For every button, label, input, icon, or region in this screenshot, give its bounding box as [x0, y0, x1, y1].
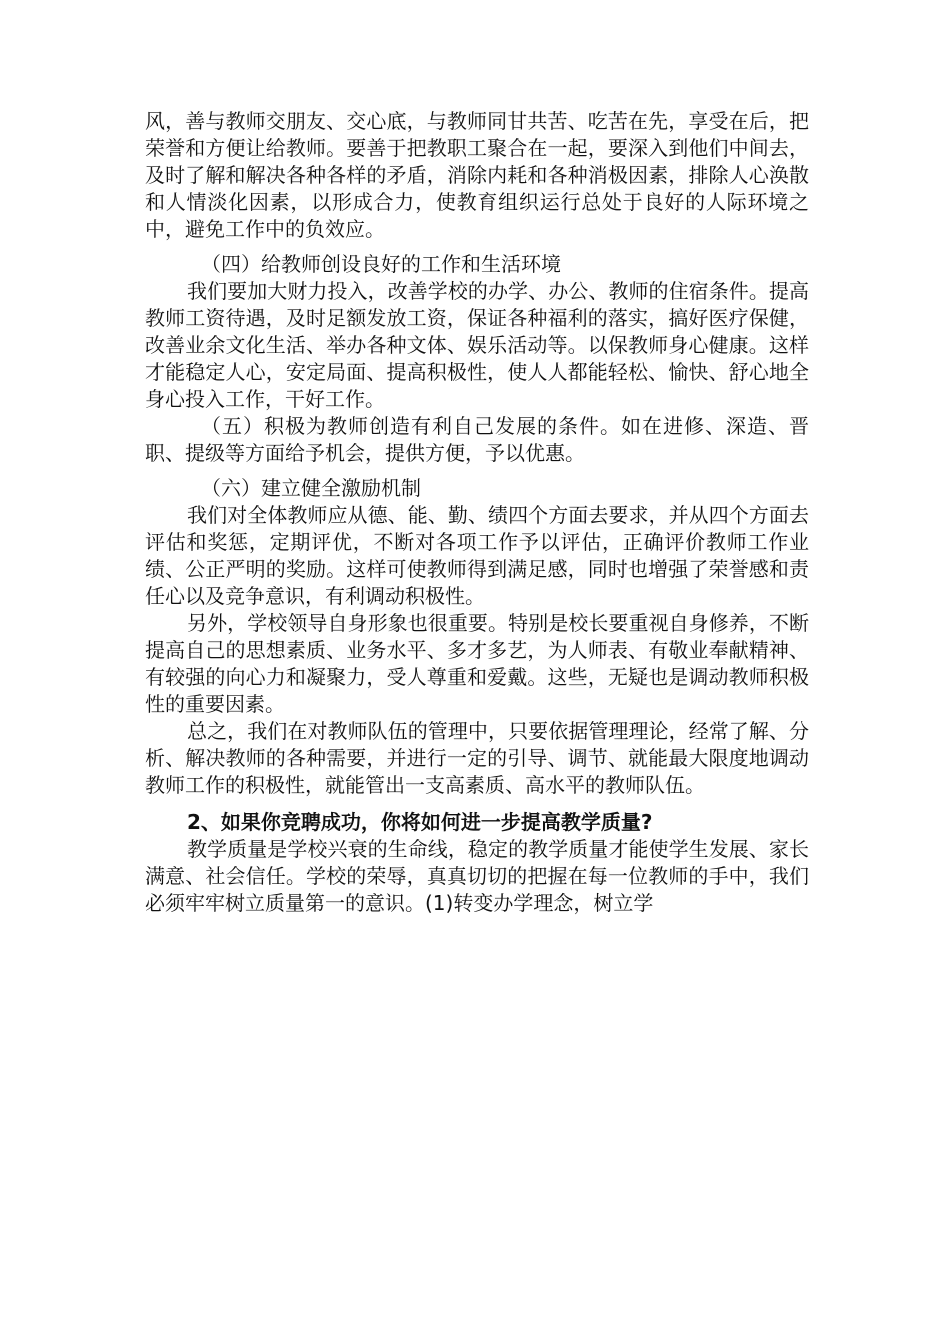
section-heading-five: （五）积极为教师创造有利自己发展的条件。如在进修、深造、晋职、提级等方面给予机会，提供方便，予以优惠。: [145, 414, 809, 465]
paragraph-continuation: 风，善与教师交朋友、交心底，与教师同甘共苦、吃苦在先，享受在后，把荣誉和方便让给教师。要善于把教职工聚合在一起，要深入到他们中间去，及时了解和解决各种各样的矛盾，消除内耗和各种消极因素，排除人心涣散和人情淡化因素，以形成合力，使教育组织运行总处于良好的人际环境之中，避免工作中的负效应。: [145, 109, 809, 241]
section-heading-six: （六）建立健全激励机制: [201, 476, 421, 500]
paragraph-teaching-quality: 教学质量是学校兴衰的生命线，稳定的教学质量才能使学生发展、家长满意、社会信任。学校的荣辱，真真切切的把握在每一位教师的手中，我们必须牢牢树立质量第一的意识。(1)转变办学理念，树立学: [145, 837, 809, 915]
paragraph-environment: 我们要加大财力投入，改善学校的办学、办公、教师的住宿条件。提高教师工资待遇，及时足额发放工资，保证各种福利的落实，搞好医疗保健，改善业余文化生活、举办各种文体、娱乐活动等。以保教师身心健康。这样才能稳定人心，安定局面、提高积极性，使人人都能轻松、愉快、舒心地全身心投入工作，干好工作。: [145, 279, 809, 411]
section-heading-four: （四）给教师创设良好的工作和生活环境: [201, 252, 561, 276]
question-heading: 2、如果你竞聘成功，你将如何进一步提高教学质量?: [187, 810, 653, 834]
paragraph-summary: 总之，我们在对教师队伍的管理中，只要依据管理理论，经常了解、分析、解决教师的各种需要，并进行一定的引导、调节、就能最大限度地调动教师工作的积极性，就能管出一支高素质、高水平的教师队伍。: [145, 719, 809, 797]
paragraph-leadership: 另外，学校领导自身形象也很重要。特别是校长要重视自身修养，不断提高自己的思想素质、业务水平、多才多艺，为人师表、有敬业奉献精神、有较强的向心力和凝聚力，受人尊重和爱戴。这些，无疑也是调动教师积极性的重要因素。: [145, 611, 809, 716]
document-page: [145, 108, 809, 917]
paragraph-incentive: 我们对全体教师应从德、能、勤、绩四个方面去要求，并从四个方面去评估和奖惩，定期评优，不断对各项工作予以评估，正确评价教师工作业绩、公正严明的奖励。这样可使教师得到满足感，同时也增强了荣誉感和责任心以及竞争意识，有利调动积极性。: [145, 503, 809, 608]
